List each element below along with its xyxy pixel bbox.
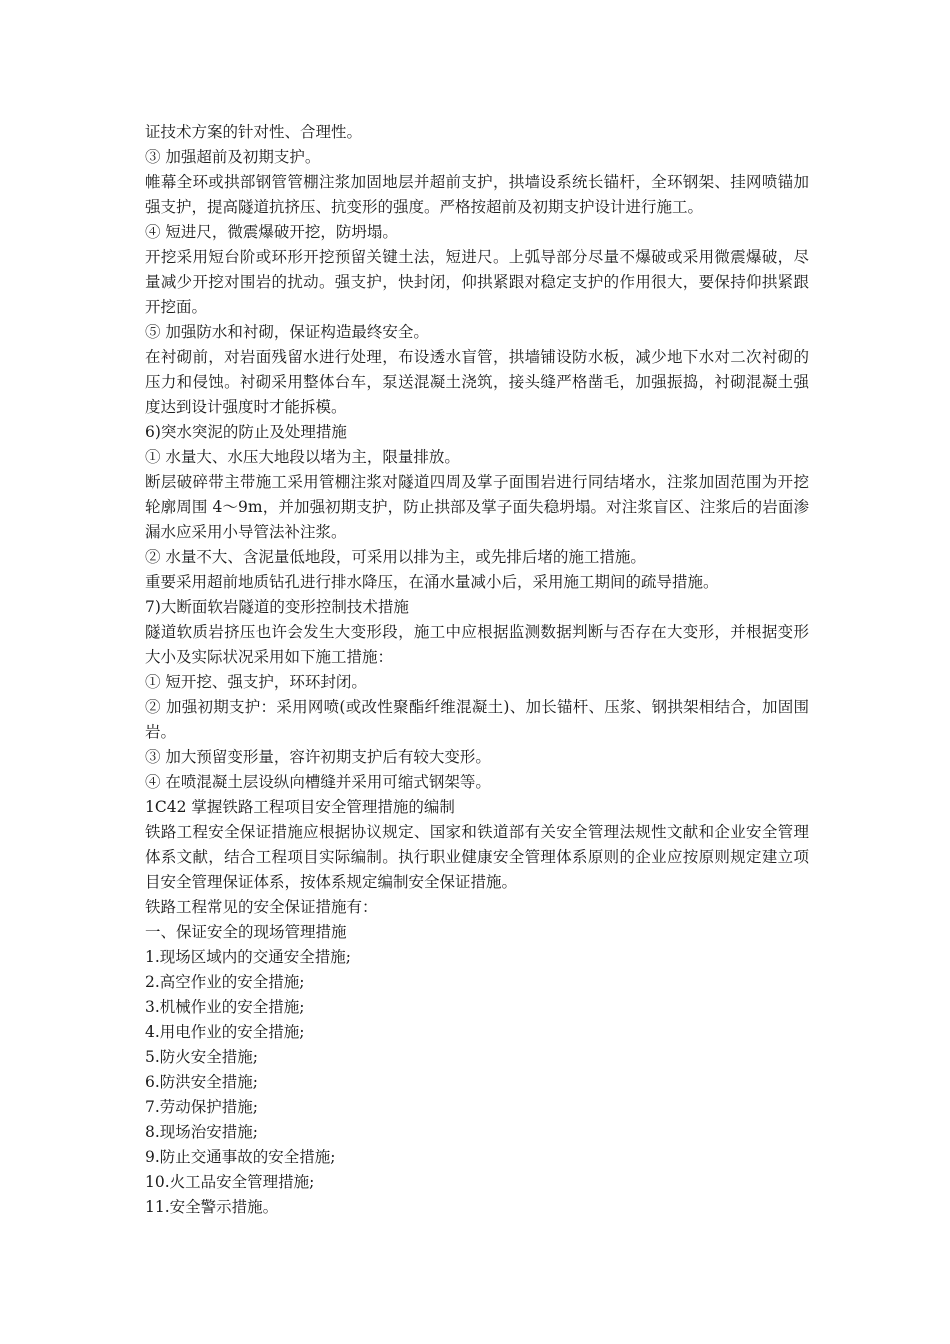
paragraph: 断层破碎带主带施工采用管棚注浆对隧道四周及掌子面围岩进行同结堵水，注浆加固范围为开挖轮廓周围 4～9m，并加强初期支护，防止拱部及掌子面失稳坍塌。对注浆盲区、注浆后的岩面渗漏水应采用小导管法补注浆。 [145, 473, 809, 541]
list-item: 8.现场治安措施; [145, 1123, 259, 1141]
list-item: ① 短开挖、强支护，环环封闭。 [145, 673, 367, 691]
text-line: 证技术方案的针对性、合理性。 [145, 123, 363, 141]
section-item-heading: ④ 短进尺，微震爆破开挖，防坍塌。 [145, 223, 398, 241]
paragraph: 开挖采用短台阶或环形开挖预留关键土法，短进尺。上弧导部分尽量不爆破或采用微震爆破，尽量减少开挖对围岩的扰动。强支护，快封闭，仰拱紧跟对稳定支护的作用很大，要保持仰拱紧跟开挖面。 [145, 248, 809, 316]
document-body [145, 120, 809, 1220]
list-item: 7.劳动保护措施; [145, 1098, 259, 1116]
paragraph: 在衬砌前，对岩面残留水进行处理，布设透水盲管，拱墙铺设防水板，减少地下水对二次衬砌的压力和侵蚀。衬砌采用整体台车，泵送混凝土浇筑，接头缝严格凿毛，加强振捣，衬砌混凝土强度达到设计强度时才能拆模。 [145, 348, 809, 416]
section-item-heading: ③ 加强超前及初期支护。 [145, 148, 321, 166]
chapter-heading: 1C42 掌握铁路工程项目安全管理措施的编制 [145, 798, 455, 816]
list-item: 11.安全警示措施。 [145, 1198, 279, 1216]
section-item-heading: ⑤ 加强防水和衬砌，保证构造最终安全。 [145, 323, 429, 341]
list-item: ④ 在喷混凝土层设纵向槽缝并采用可缩式钢架等。 [145, 773, 491, 791]
text-line: 铁路工程常见的安全保证措施有： [145, 898, 378, 916]
paragraph: 重要采用超前地质钻孔进行排水降压，在涌水量减小后，采用施工期间的疏导措施。 [145, 573, 719, 591]
list-item: 2.高空作业的安全措施; [145, 973, 305, 991]
section-heading: 一、保证安全的现场管理措施 [145, 923, 347, 941]
section-heading: 7)大断面软岩隧道的变形控制技术措施 [145, 598, 409, 616]
list-item: 9.防止交通事故的安全措施; [145, 1148, 336, 1166]
paragraph: 帷幕全环或拱部钢管管棚注浆加固地层并超前支护，拱墙设系统长锚杆，全环钢架、挂网喷锚加强支护，提高隧道抗挤压、抗变形的强度。严格按超前及初期支护设计进行施工。 [145, 173, 809, 216]
list-item: ③ 加大预留变形量，容许初期支护后有较大变形。 [145, 748, 491, 766]
list-item: 1.现场区域内的交通安全措施; [145, 948, 352, 966]
list-item: 3.机械作业的安全措施; [145, 998, 305, 1016]
section-item-heading: ② 水量不大、含泥量低地段，可采用以排为主，或先排后堵的施工措施。 [145, 548, 646, 566]
section-heading: 6)突水突泥的防止及处理措施 [145, 423, 347, 441]
section-item-heading: ① 水量大、水压大地段以堵为主，限量排放。 [145, 448, 460, 466]
list-item: 10.火工品安全管理措施; [145, 1173, 315, 1191]
list-item: 6.防洪安全措施; [145, 1073, 259, 1091]
list-item: 4.用电作业的安全措施; [145, 1023, 305, 1041]
list-item: ② 加强初期支护：采用网喷(或改性聚酯纤维混凝土)、加长锚杆、压浆、钢拱架相结合，加固围岩。 [145, 698, 809, 741]
paragraph: 隧道软质岩挤压也许会发生大变形段，施工中应根据监测数据判断与否存在大变形，并根据变形大小及实际状况采用如下施工措施： [145, 623, 809, 666]
paragraph: 铁路工程安全保证措施应根据协议规定、国家和铁道部有关安全管理法规性文献和企业安全管理体系文献，结合工程项目实际编制。执行职业健康安全管理体系原则的企业应按原则规定建立项目安全管理保证体系，按体系规定编制安全保证措施。 [145, 823, 809, 891]
list-item: 5.防火安全措施; [145, 1048, 259, 1066]
